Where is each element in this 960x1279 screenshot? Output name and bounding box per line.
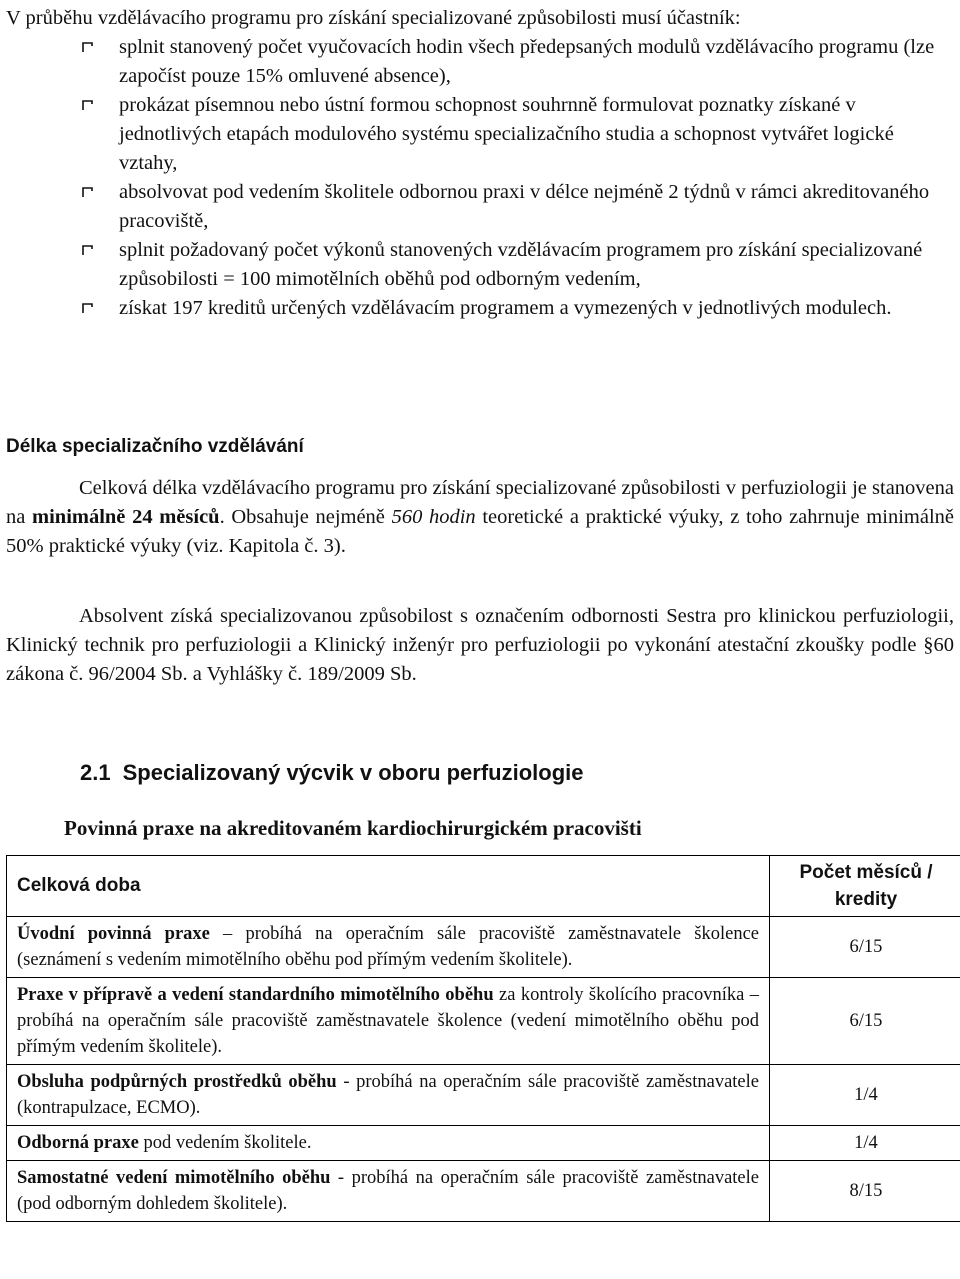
paragraph-text: Celková délka vzdělávacího programu pro získání specializované způsobilosti v perfuziologii je stanovena na: [6, 477, 954, 528]
list-item: [6, 236, 954, 294]
row-bold-label: Úvodní povinná praxe: [17, 924, 210, 944]
table-cell-description: [7, 1161, 770, 1222]
document-page: [6, 0, 954, 1214]
paragraph-italic-text: 560 hodin: [391, 506, 476, 528]
row-text: za kontroly školícího pracovníka – probíhá na operačním sále pracoviště zaměstnavatele školence (vedení mimotělního oběhu pod přímým vedením školitele).: [17, 985, 759, 1057]
column-header-celkova-doba: Celková doba: [7, 856, 770, 917]
column-header-pocet-mesicu: Počet měsíců / kredity: [770, 856, 960, 917]
list-item: [6, 178, 954, 236]
list-item-text: splnit požadovaný počet výkonů stanovených vzdělávacím programem pro získání specializované způsobilosti = 100 mimotělních oběhů pod odborným vedením,: [119, 239, 923, 290]
table-row: [7, 978, 960, 1065]
table-cell-value: 6/15: [770, 978, 960, 1065]
row-bold-label: Samostatné vedení mimotělního oběhu: [17, 1168, 331, 1188]
table-cell-description: [7, 978, 770, 1065]
square-bullet-icon: [82, 42, 93, 53]
table-cell-value: 8/15: [770, 1161, 960, 1222]
row-bold-label: Odborná praxe: [17, 1133, 139, 1153]
square-bullet-icon: [82, 303, 93, 314]
table-cell-description: [7, 1126, 770, 1161]
table-row: [7, 1161, 960, 1222]
paragraph-text: . Obsahuje nejméně: [219, 506, 392, 528]
list-item-text: splnit stanovený počet vyučovacích hodin všech předepsaných modulů vzdělávacího programu (lze započíst pouze 15% omluvené absence),: [119, 36, 935, 87]
row-text: - probíhá na operačním sále pracoviště zaměstnavatele (pod odborným dohledem školitele).: [17, 1168, 759, 1214]
section-heading-delka: Délka specializačního vzdělávání: [6, 436, 304, 457]
section-number: 2.1: [80, 760, 111, 785]
row-bold-label: Obsluha podpůrných prostředků oběhu: [17, 1072, 337, 1092]
list-item: [6, 33, 954, 91]
praxe-table: [6, 855, 960, 1222]
square-bullet-icon: [82, 245, 93, 256]
paragraph-bold-text: minimálně 24 měsíců: [32, 506, 220, 528]
paragraph-text: teoretické a praktické výuky, z toho zahrnuje minimálně 50% praktické výuky (viz. Kapitola č. 3).: [6, 506, 954, 557]
table-cell-value: 1/4: [770, 1065, 960, 1126]
list-item: [6, 91, 954, 178]
list-item-text: absolvovat pod vedením školitele odbornou praxi v délce nejméně 2 týdnů v rámci akreditovaného pracoviště,: [119, 181, 930, 232]
list-item-text: získat 197 kreditů určených vzdělávacím programem a vymezených v jednotlivých modulech.: [119, 297, 892, 319]
table-row: [7, 1126, 960, 1161]
table-cell-value: 1/4: [770, 1126, 960, 1161]
square-bullet-icon: [82, 100, 93, 111]
intro-text: V průběhu vzdělávacího programu pro získání specializované způsobilosti musí účastník:: [6, 7, 741, 29]
paragraph-delka: [6, 474, 954, 561]
table-row: [7, 1065, 960, 1126]
table-row: [7, 917, 960, 978]
paragraph-absolvent: Absolvent získá specializovanou způsobilost s označením odbornosti Sestra pro klinickou perfuziologii, Klinický technik pro perfuziologii a Klinický inženýr pro perfuziologii po vykonání atestační zkoušky podle §60 zákona č. 96/2004 Sb. a Vyhlášky č. 189/2009 Sb.: [6, 605, 954, 685]
row-bold-label: Praxe v přípravě a vedení standardního mimotělního oběhu: [17, 985, 494, 1005]
list-item-text: prokázat písemnou nebo ústní formou schopnost souhrnně formulovat poznatky získané v jednotlivých etapách modulového systému specializačního studia a schopnost vytvářet logické vztahy,: [119, 94, 894, 174]
table-caption: Povinná praxe na akreditovaném kardiochirurgickém pracovišti: [64, 816, 642, 840]
requirements-list: [6, 33, 954, 323]
row-text: – probíhá na operačním sále pracoviště zaměstnavatele školence (seznámení s vedením mimotělního oběhu pod přímým vedením školitele).: [17, 924, 760, 970]
square-bullet-icon: [82, 187, 93, 198]
row-text: pod vedením školitele.: [138, 1133, 312, 1153]
section-title-text: Specializovaný výcvik v oboru perfuziologie: [122, 760, 584, 785]
table-cell-description: [7, 917, 770, 978]
table-cell-value: 6/15: [770, 917, 960, 978]
table-header-row: [7, 856, 960, 917]
table-cell-description: [7, 1065, 770, 1126]
row-text: - probíhá na operačním sále pracoviště zaměstnavatele (kontrapulzace, ECMO).: [17, 1072, 759, 1118]
section-title: [80, 758, 584, 787]
list-item: [6, 294, 954, 323]
